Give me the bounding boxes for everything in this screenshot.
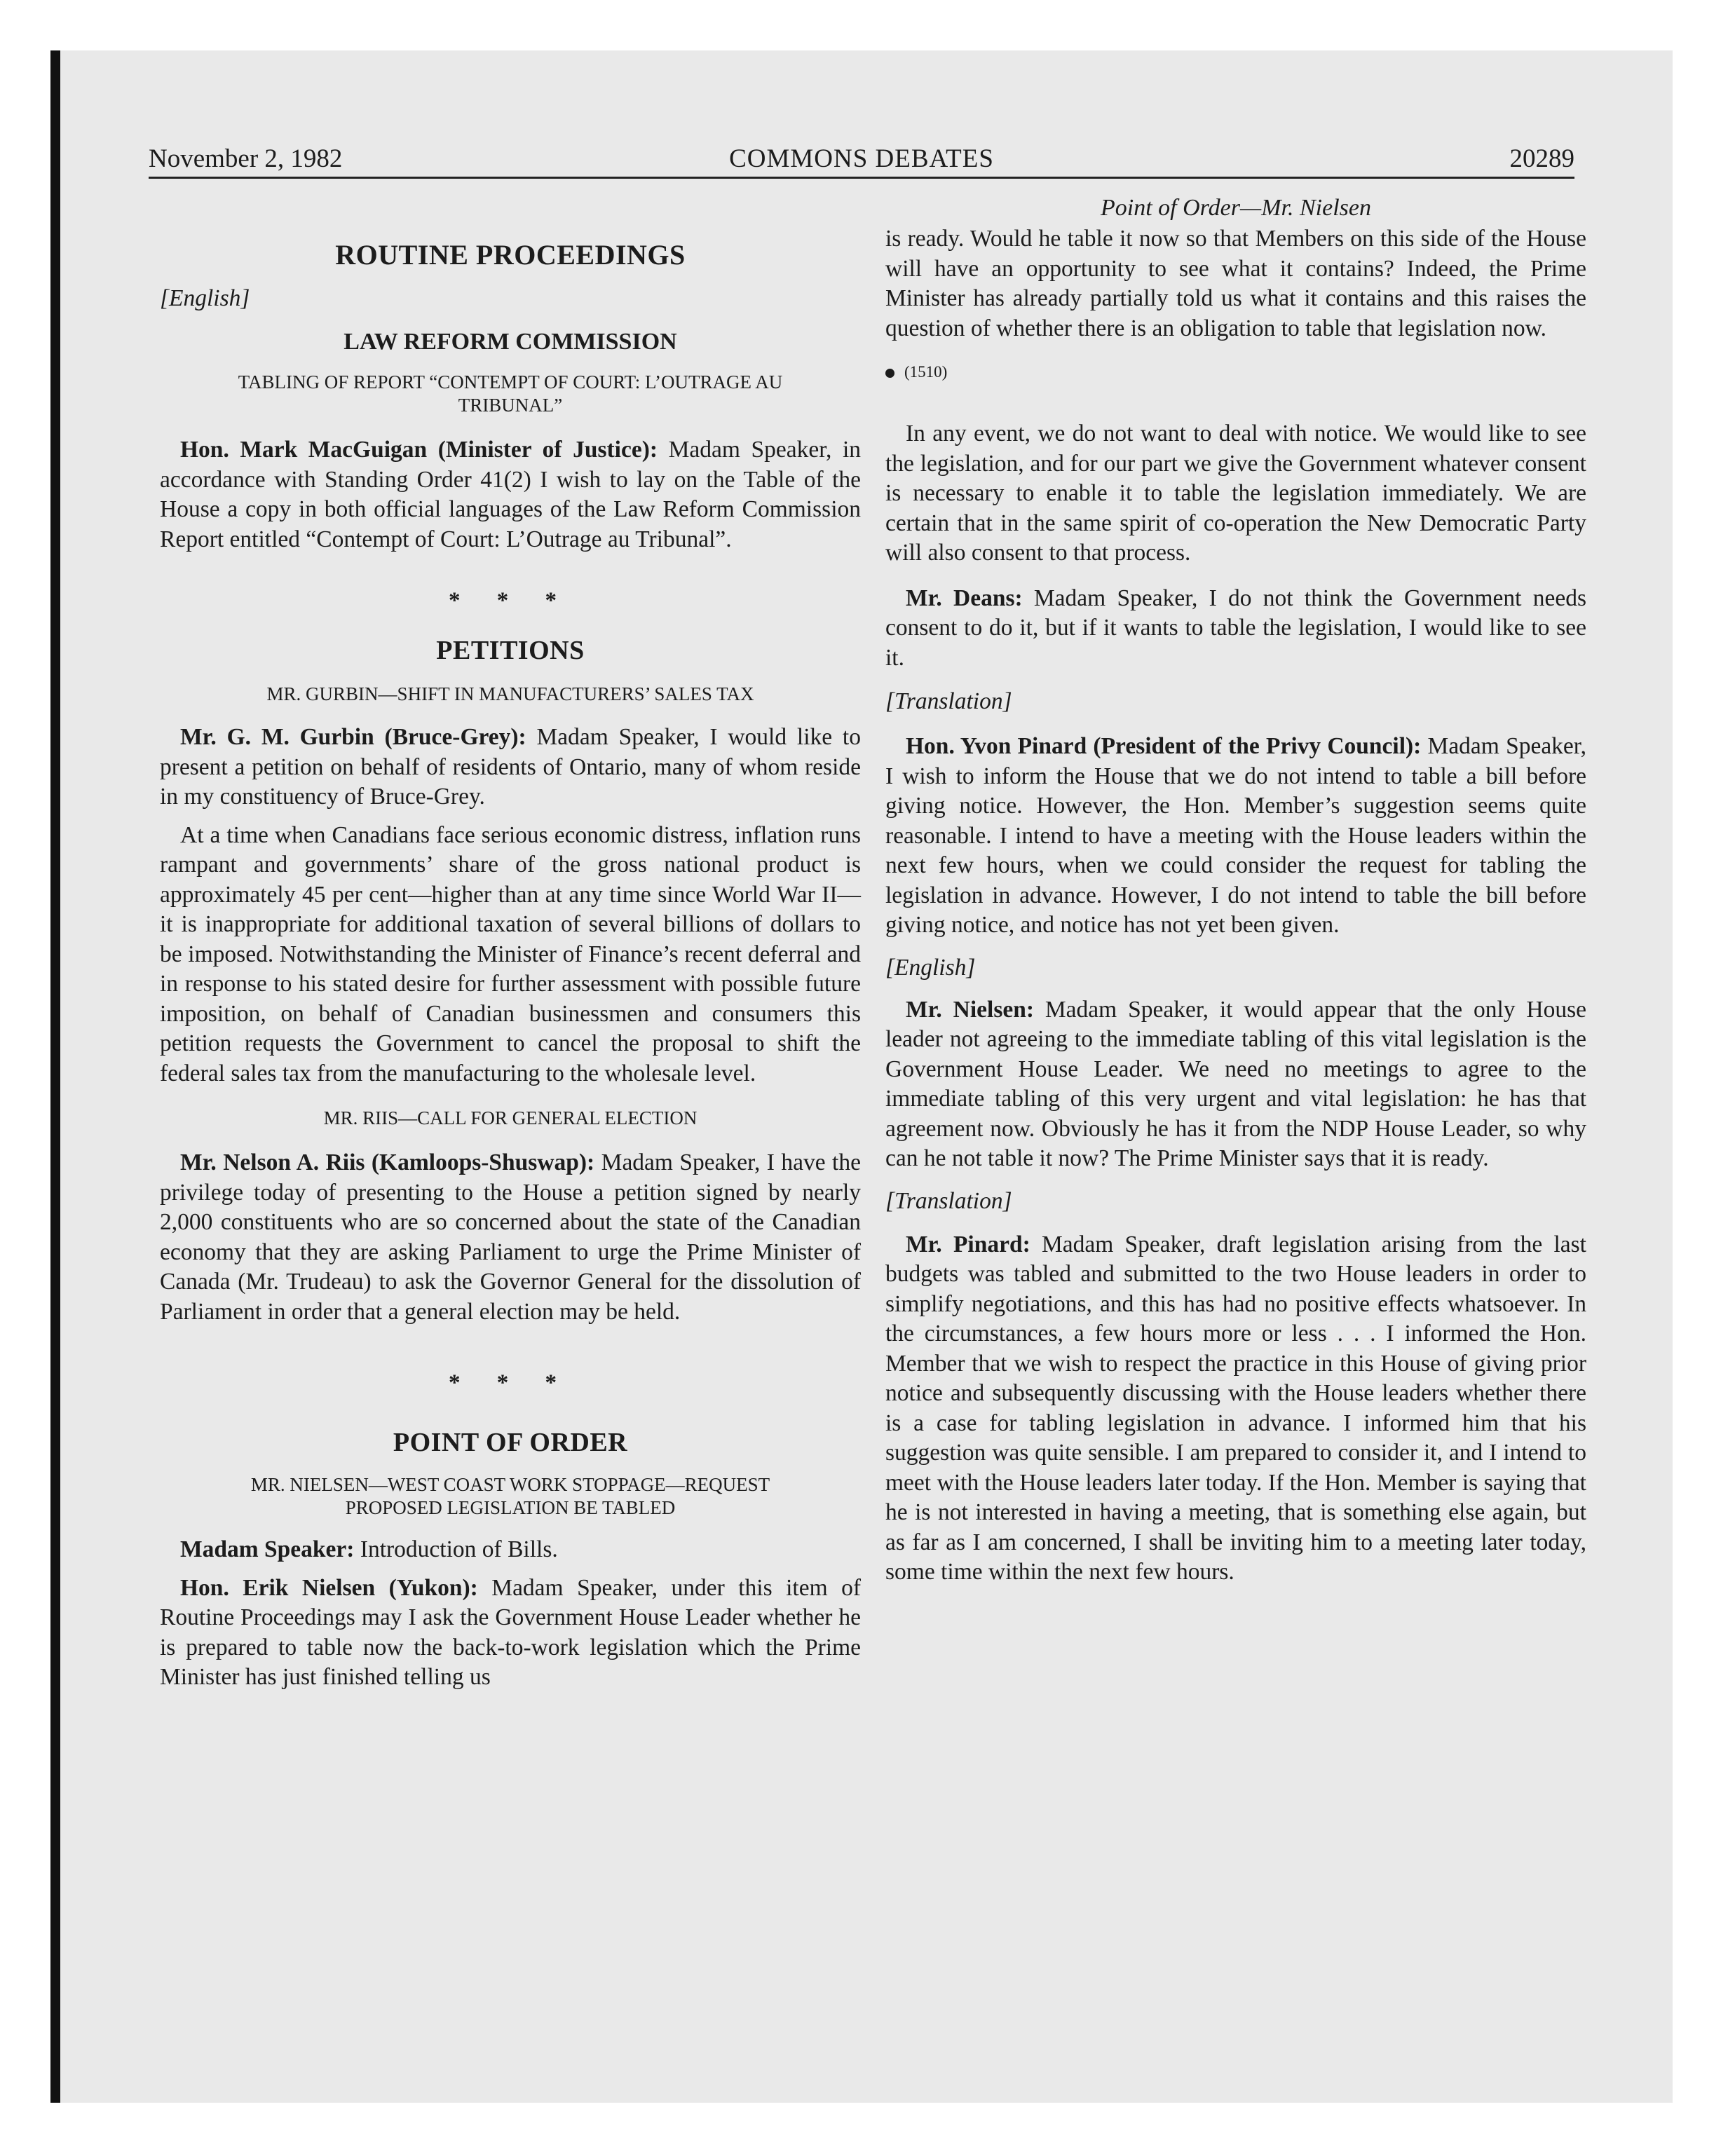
speech-text: Madam Speaker, it would appear that the only House leader not agreeing to the immediate tabling of this vital legislation is the Government House Leader. We need no meetings to agree to the immediate tabling of this very urgent and vital legislation: he has that agreement now. Obviously he has it from the NDP House Leader, so why can he not table it now? The Prime Minister says that it is ready. <box>885 996 1586 1171</box>
speaker-name: Hon. Erik Nielsen (Yukon): <box>180 1574 478 1601</box>
header-date: November 2, 1982 <box>149 144 343 173</box>
speaker-name: Mr. Pinard: <box>906 1231 1030 1257</box>
time-marker-text: (1510) <box>904 363 948 381</box>
section-title-routine-proceedings: ROUTINE PROCEEDINGS <box>335 239 686 271</box>
speech-text: Madam Speaker, under this item of Routine Proceedings may I ask the Government House Leader whether he is prepared to table now the back-to-work legislation which the Prime Minister has just finished telling us <box>160 1574 861 1690</box>
speech-text: Madam Speaker, I would like to present a petition on behalf of residents of Ontario, many of whom reside in my constituency of Bruce-Grey. <box>160 724 861 810</box>
bullet-icon <box>885 369 894 378</box>
speech-text: Madam Speaker, I wish to inform the House that we do not intend to table a bill before giving notice. However, the Hon. Member’s suggestion seems quite reasonable. I intend to have a meeting with the House leaders within the next few hours, when we could consider the request for tabling the legislation in advance. However, I do not intend to table the bill before giving notice, and notice has not yet been given. <box>885 733 1586 938</box>
speech-text: Introduction of Bills. <box>354 1536 558 1562</box>
header-page-number: 20289 <box>1509 144 1574 173</box>
speech-nielsen-2 <box>885 995 1586 1174</box>
topic-gurbin: MR. GURBIN—SHIFT IN MANUFACTURERS’ SALES TAX <box>266 683 754 704</box>
right-column <box>885 189 1586 1588</box>
header-rule <box>149 177 1574 179</box>
heading-law-reform-commission: LAW REFORM COMMISSION <box>343 329 677 355</box>
time-marker <box>885 362 1586 383</box>
topic-riis: MR. RIIS—CALL FOR GENERAL ELECTION <box>323 1107 698 1128</box>
topic-nielsen: MR. NIELSEN—WEST COAST WORK STOPPAGE—REQUEST PROPOSED LEGISLATION BE TABLED <box>250 1474 770 1518</box>
speech-nielsen <box>160 1574 861 1693</box>
speech-madam-speaker <box>160 1535 861 1565</box>
header-publication: COMMONS DEBATES <box>729 144 994 173</box>
language-marker-english: [English] <box>885 954 976 981</box>
speaker-name: Mr. G. M. Gurbin (Bruce-Grey): <box>180 724 526 750</box>
language-marker-translation: [Translation] <box>885 1187 1012 1214</box>
left-column <box>160 234 861 1693</box>
topic-tabling-of-report: TABLING OF REPORT “CONTEMPT OF COURT: L’OUTRAGE AU TRIBUNAL” <box>238 371 783 416</box>
speech-pinard-2 <box>885 1230 1586 1588</box>
speech-text: Madam Speaker, I do not think the Government needs consent to do it, but if it wants to table the legislation, I would like to see it. <box>885 585 1586 671</box>
speech-gurbin <box>160 723 861 812</box>
speech-macguigan <box>160 435 861 554</box>
scan-edge <box>50 50 60 2103</box>
speech-text: Madam Speaker, draft legislation arising from the last budgets was tabled and submitted to the two House leaders in order to simplify negotiations, and this has had no positive effects whatsoever. In the circumstances, a few hours more or less . . . I informed the Hon. Member that we wish to respect the practice in this House of giving prior notice and subsequently discussing with the House leaders whether there is a case for tabling legislation in advance. I informed him that his suggestion was quite sensible. I am prepared to consider it, and I intend to meet with the House leaders later today. If the Hon. Member is saying that he is not interested in having a meeting, that is something else again, but as far as I am concerned, I shall be inviting him to a meeting later today, some time within the next few hours. <box>885 1231 1586 1585</box>
speech-nielsen-continued: is ready. Would he table it now so that Members on this side of the House will have an opportunity to see what it contains? Indeed, the Prime Minister has already partially told us what it contains and this raises the question of whether there is an obligation to table that legislation now. <box>885 226 1586 341</box>
speech-text: Madam Speaker, in accordance with Standing Order 41(2) I wish to lay on the Table of the House a copy in both official languages of the Law Reform Commission Report entitled “Contempt of Court: L’Outrage au Tribunal”. <box>160 437 861 552</box>
section-divider-stars: * * * <box>449 588 572 613</box>
speech-riis <box>160 1148 861 1327</box>
speaker-name: Mr. Nielsen: <box>906 996 1035 1023</box>
language-marker-english: [English] <box>160 285 250 311</box>
speech-pinard <box>885 732 1586 941</box>
speech-deans <box>885 584 1586 674</box>
speaker-name: Hon. Yvon Pinard (President of the Privy Council): <box>906 733 1422 759</box>
speaker-name: Hon. Mark MacGuigan (Minister of Justice): <box>180 437 658 463</box>
speech-text: Madam Speaker, I have the privilege today of presenting to the House a petition signed by nearly 2,000 constituents who are so concerned about the state of the Canadian economy that they are asking Parliament to urge the Prime Minister of Canada (Mr. Trudeau) to ask the Governor General for the dissolution of Parliament in order that a general election may be held. <box>160 1149 861 1325</box>
speaker-name: Mr. Nelson A. Riis (Kamloops-Shuswap): <box>180 1149 595 1175</box>
speaker-name: Mr. Deans: <box>906 585 1023 611</box>
section-title-point-of-order: POINT OF ORDER <box>393 1428 628 1457</box>
speech-any-event: In any event, we do not want to deal with notice. We would like to see the legislation, and for our part we give the Government whatever consent is necessary to enable it to table the legislation immediately. We are certain that in the same spirit of co-operation the New Democratic Party will also consent to that process. <box>885 421 1586 566</box>
section-divider-stars: * * * <box>449 1370 572 1396</box>
running-header <box>149 137 1574 178</box>
speaker-name: Madam Speaker: <box>180 1536 355 1562</box>
speech-gurbin-petition-text: At a time when Canadians face serious economic distress, inflation runs rampant and governments’ share of the gross national product is approximately 45 per cent—higher than at any time since World War II—it is inappropriate for additional taxation of several billions of dollars to be imposed. Notwithstanding the Minister of Finance’s recent deferral and in response to his stated desire for further assessment with possible future imposition, on behalf of Canadian businessmen and consumers this petition requests the Government to cancel the proposal to shift the federal sales tax from the manufacturing to the wholesale level. <box>160 821 861 1086</box>
language-marker-translation: [Translation] <box>885 688 1012 714</box>
running-subhead: Point of Order—Mr. Nielsen <box>1101 195 1371 221</box>
section-title-petitions: PETITIONS <box>436 636 585 665</box>
